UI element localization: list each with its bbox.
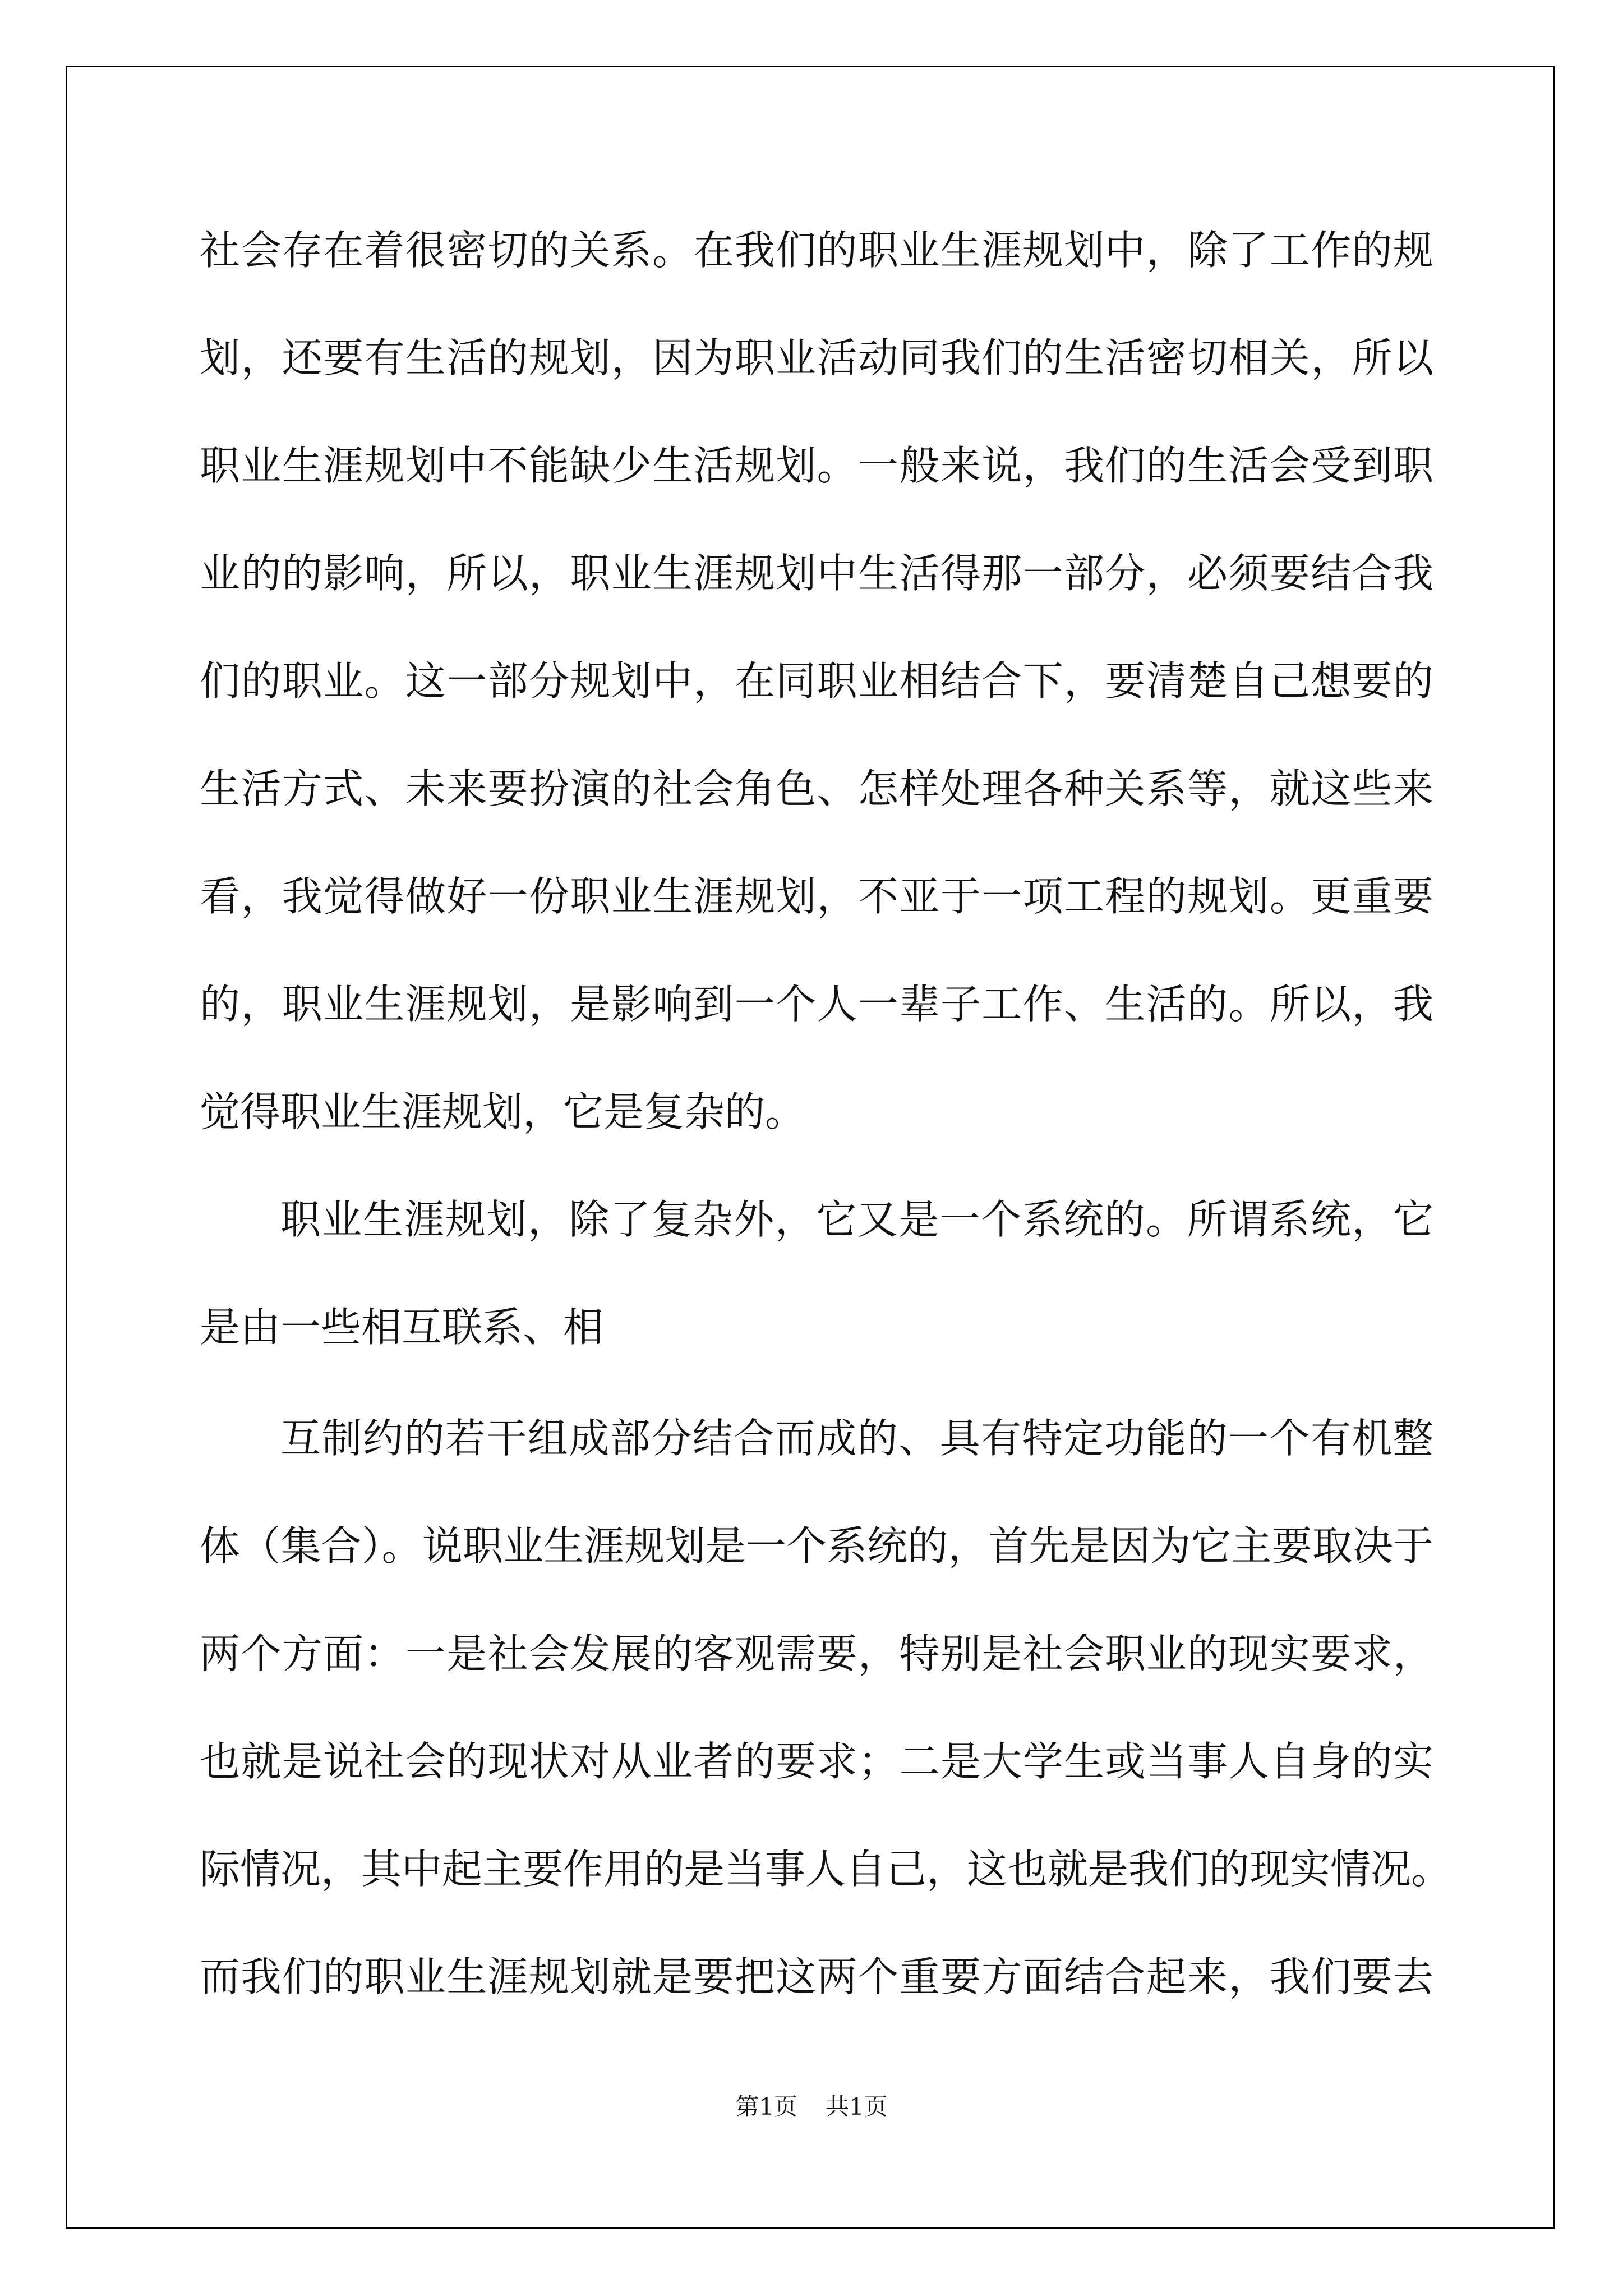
text-line: 而我们的职业生涯规划就是要把这两个重要方面结合起来，我们要去	[200, 1953, 1433, 2000]
text-line: 划，还要有生活的规划，因为职业活动同我们的生活密切相关，所以	[200, 334, 1433, 381]
page-footer	[0, 2090, 1623, 2124]
text-line: 体（集合）。说职业生涯规划是一个系统的，首先是因为它主要取决于	[200, 1522, 1433, 1570]
text-line: 生活方式、未来要扮演的社会角色、怎样处理各种关系等，就这些来	[200, 765, 1433, 812]
text-line: 是由一些相互联系、相	[200, 1304, 604, 1351]
text-line: 业的的影响，所以，职业生涯规划中生活得那一部分，必须要结合我	[200, 550, 1433, 597]
text-line: 们的职业。这一部分规划中，在同职业相结合下，要清楚自己想要的	[200, 657, 1433, 705]
text-line: 职业生涯规划中不能缺少生活规划。一般来说，我们的生活会受到职	[200, 442, 1433, 489]
text-line: 两个方面：一是社会发展的客观需要，特别是社会职业的现实要求，	[200, 1630, 1433, 1677]
text-line: 看，我觉得做好一份职业生涯规划，不亚于一项工程的规划。更重要	[200, 873, 1433, 920]
text-line: 也就是说社会的现状对从业者的要求；二是大学生或当事人自身的实	[200, 1738, 1433, 1785]
text-line: 互制约的若干组成部分结合而成的、具有特定功能的一个有机整	[280, 1415, 1433, 1462]
text-line: 际情况，其中起主要作用的是当事人自己，这也就是我们的现实情况。	[200, 1846, 1452, 1893]
text-line: 的，职业生涯规划，是影响到一个人一辈子工作、生活的。所以，我	[200, 981, 1433, 1028]
page-number: 第1页	[735, 2093, 797, 2120]
page-border	[66, 66, 1555, 2229]
text-line: 职业生涯规划，除了复杂外，它又是一个系统的。所谓系统，它	[280, 1196, 1433, 1243]
text-line: 社会存在着很密切的关系。在我们的职业生涯规划中，除了工作的规	[200, 227, 1433, 274]
page-total: 共1页	[826, 2093, 888, 2120]
text-line: 觉得职业生涯规划，它是复杂的。	[200, 1088, 806, 1135]
